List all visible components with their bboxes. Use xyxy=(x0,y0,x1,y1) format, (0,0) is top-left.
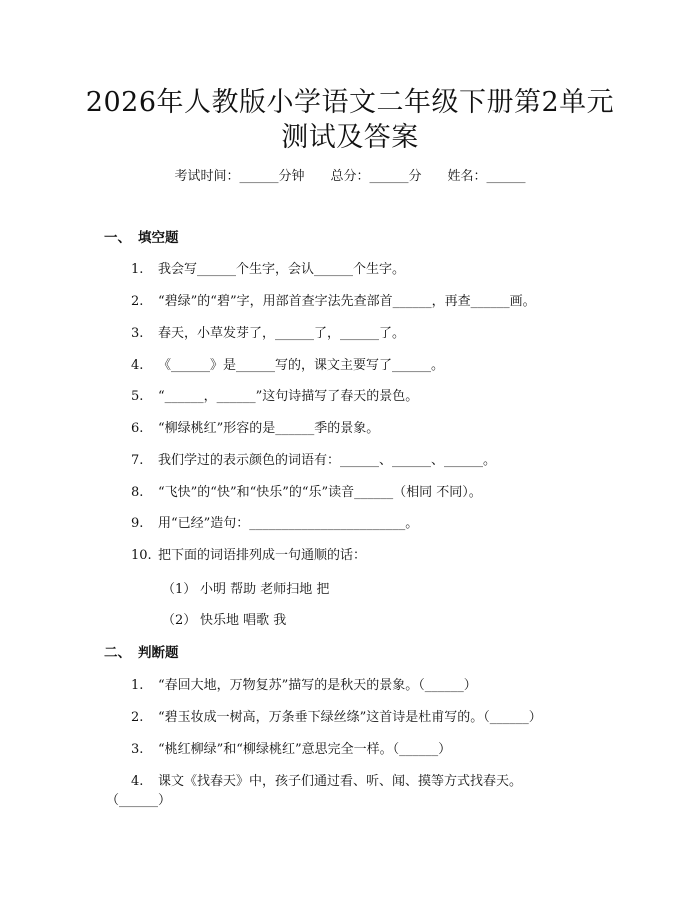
question-number: 10. xyxy=(131,548,152,563)
question-item xyxy=(131,708,542,728)
question-item xyxy=(131,356,444,376)
question-number: 1. xyxy=(131,262,144,277)
question-item xyxy=(131,324,405,344)
question-number: 8. xyxy=(131,485,144,500)
page-title-line2: 测试及答案 xyxy=(281,122,419,153)
question-item xyxy=(131,740,451,760)
question-text: 我会写______个生字，会认______个生字。 xyxy=(158,262,406,277)
question-number: 4. xyxy=(131,358,144,373)
question-number: 1. xyxy=(131,678,144,693)
section-label: 判断题 xyxy=(138,645,179,661)
question-text: 《______》是______写的，课文主要写了______。 xyxy=(158,358,445,373)
question-item xyxy=(131,419,379,439)
question-item xyxy=(131,546,366,566)
section-number: 二、 xyxy=(104,645,131,661)
question-text: 我们学过的表示颜色的词语有：______、______、______。 xyxy=(158,453,497,468)
question-text: 用“已经”造句：________________________。 xyxy=(158,516,419,531)
question-text: “飞快”的“快”和“快乐”的“乐”读音______（相同 不同）。 xyxy=(158,485,482,500)
question-text: 春天，小草发芽了，______了，______了。 xyxy=(158,326,406,341)
question-text: 把下面的词语排列成一句通顺的话： xyxy=(158,548,367,563)
sub-question-item xyxy=(162,611,286,631)
page-title-line1: 2026年人教版小学语文二年级下册第2单元 xyxy=(85,87,615,118)
question-number: 3. xyxy=(131,326,144,341)
question-number: 5. xyxy=(131,389,144,404)
question-number: 6. xyxy=(131,421,144,436)
question-text: “______，______”这句诗描写了春天的景色。 xyxy=(158,389,419,404)
question-item xyxy=(131,292,536,312)
sub-question-text: 小明 帮助 老师扫地 把 xyxy=(200,582,330,597)
question-item xyxy=(131,387,418,407)
sub-question-number: （1） xyxy=(162,582,197,597)
section-label: 填空题 xyxy=(138,230,179,246)
question-text: 课文《找春天》中，孩子们通过看、听、闻、摸等方式找春天。 xyxy=(158,774,523,789)
sub-question-text: 快乐地 唱歌 我 xyxy=(200,613,287,628)
question-item xyxy=(131,514,418,534)
question-number: 2. xyxy=(131,294,144,309)
question-item xyxy=(131,260,405,280)
question-item xyxy=(131,772,522,792)
section-number: 一、 xyxy=(104,230,131,246)
question-number: 4. xyxy=(131,774,144,789)
question-text: “春回大地，万物复苏”描写的是秋天的景象。（______） xyxy=(158,678,477,693)
section-fill-in-heading xyxy=(104,228,179,248)
question-text: “柳绿桃红”形容的是______季的景象。 xyxy=(158,421,380,436)
question-number: 7. xyxy=(131,453,144,468)
exam-info xyxy=(0,167,700,187)
student-name: 姓名：______ xyxy=(447,169,526,184)
question-text: “桃红柳绿”和“柳绿桃红”意思完全一样。（______） xyxy=(158,742,452,757)
question-text: “碧玉妆成一树高，万条垂下绿丝绦”这首诗是杜甫写的。（______） xyxy=(158,710,542,725)
question-item xyxy=(131,451,496,471)
question-number: 2. xyxy=(131,710,144,725)
sub-question-item xyxy=(162,580,329,600)
question-text: “碧绿”的“碧”字，用部首查字法先查部首______，再查______画。 xyxy=(158,294,536,309)
question-number: 9. xyxy=(131,516,144,531)
question-number: 3. xyxy=(131,742,144,757)
question-item xyxy=(131,676,477,696)
question-item xyxy=(131,483,482,503)
exam-time: 考试时间：______分钟 xyxy=(174,169,305,184)
total-score: 总分：______分 xyxy=(330,169,422,184)
section-true-false-heading xyxy=(104,643,179,663)
answer-blank: （______） xyxy=(106,793,172,808)
sub-question-number: （2） xyxy=(162,613,197,628)
